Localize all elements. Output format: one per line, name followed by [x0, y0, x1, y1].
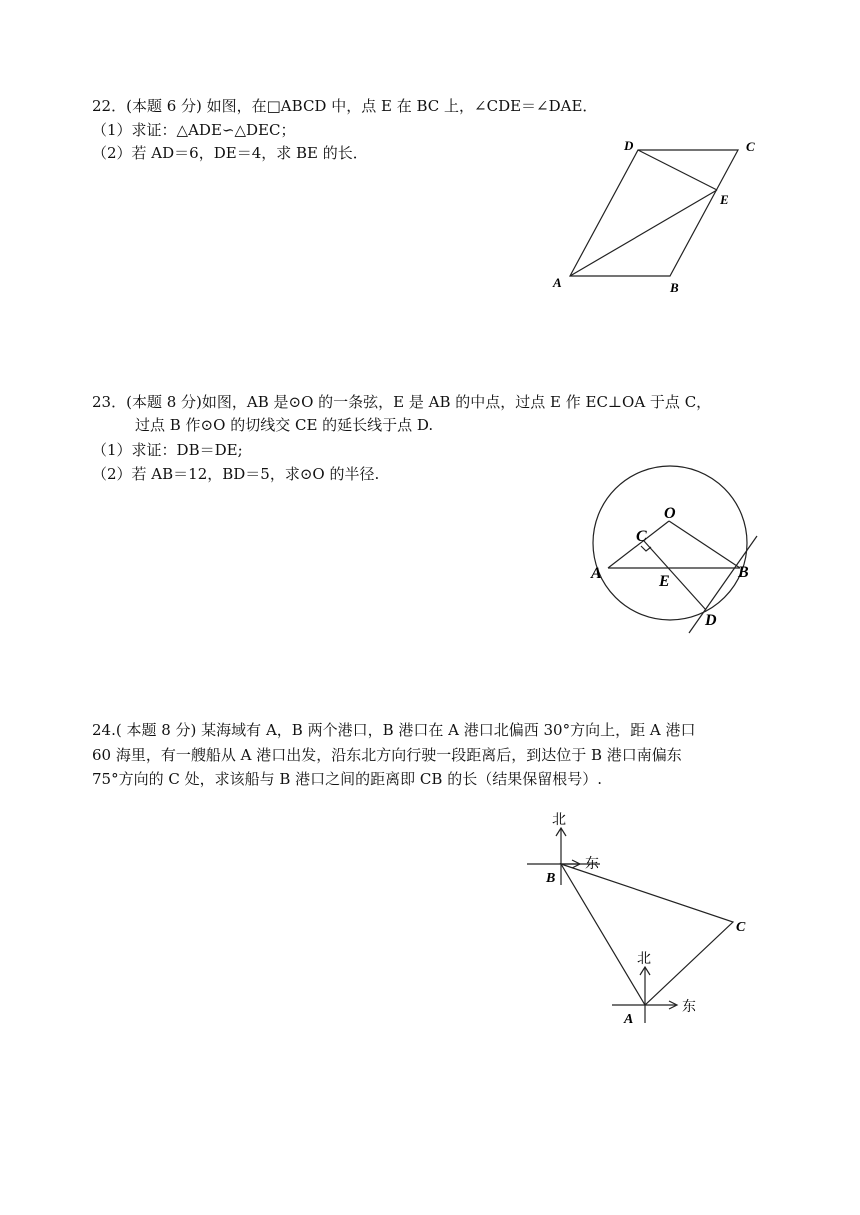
label-a: A	[624, 1012, 634, 1027]
problem-24-stem: 24.( 本题 8 分) 某海域有 A，B 两个港口，B 港口在 A 港口北偏西 30°方向上，距 A 港口	[92, 721, 696, 739]
b-east-label: 东	[585, 856, 599, 872]
triangle-abc	[561, 864, 733, 1005]
label-d: D	[624, 138, 634, 153]
a-east-label: 东	[682, 999, 696, 1015]
problem-23-part-1: （1）求证：DB＝DE;	[92, 441, 243, 459]
problem-23-stem-cont: 过点 B 作⊙O 的切线交 CE 的延长线于点 D.	[135, 416, 434, 434]
label-e: E	[659, 573, 670, 590]
label-c: C	[636, 528, 647, 545]
label-b: B	[670, 280, 679, 295]
problem-24-stem-cont-1: 60 海里，有一艘船从 A 港口出发，沿东北方向行驶一段距离后，到达位于 B 港口南偏东	[92, 746, 682, 764]
label-b: B	[546, 871, 556, 886]
a-north-label: 北	[637, 951, 651, 967]
problem-22-figure	[540, 130, 770, 300]
segment-ae	[570, 190, 717, 276]
parallelogram-abcd	[570, 150, 738, 276]
tangent-line	[689, 536, 757, 633]
label-o: O	[664, 505, 676, 522]
problem-24-figure	[525, 805, 765, 1030]
problem-23-part-2: （2）若 AB＝12，BD＝5，求⊙O 的半径.	[92, 465, 380, 483]
label-c: C	[736, 920, 746, 935]
problem-22-part-1: （1）求证：△ADE∽△DEC；	[92, 121, 296, 139]
label-a: A	[553, 275, 562, 290]
circle-o	[593, 466, 747, 620]
problem-22-part-2: （2）若 AD＝6，DE＝4，求 BE 的长．	[92, 144, 368, 162]
segment-de	[638, 150, 717, 190]
problem-24-stem-cont-2: 75°方向的 C 处，求该船与 B 港口之间的距离即 CB 的长（结果保留根号）.	[92, 770, 602, 788]
radius-ob	[669, 521, 740, 568]
label-a: A	[591, 565, 602, 582]
b-north-label: 北	[552, 812, 566, 828]
segment-cd	[644, 541, 706, 610]
label-d: D	[705, 612, 717, 629]
problem-23-stem: 23．(本题 8 分)如图，AB 是⊙O 的一条弦，E 是 AB 的中点，过点 E 作 EC⊥OA 于点 C，	[92, 393, 712, 411]
label-c: C	[746, 139, 755, 154]
problem-22-stem: 22．(本题 6 分) 如图，在□ABCD 中，点 E 在 BC 上，∠CDE＝∠DAE．	[92, 97, 598, 115]
label-b: B	[738, 564, 749, 581]
label-e: E	[720, 192, 729, 207]
problem-23-figure	[585, 465, 770, 640]
